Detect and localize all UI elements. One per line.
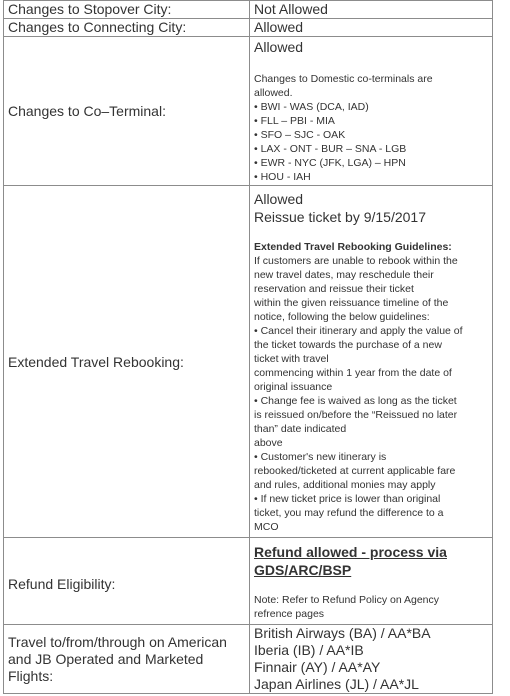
guideline-line: is reissued on/before the “Reissued no later (254, 409, 458, 421)
coterminal-bullet: • SFO – SJC - OAK (254, 128, 492, 142)
refund-details (250, 538, 493, 625)
table-row (4, 538, 493, 625)
coterminal-value: Allowed (254, 39, 304, 55)
table-row (4, 625, 493, 694)
note-line: refrence pages (254, 608, 325, 620)
airline-item: Iberia (IB) / AA*IB (254, 642, 364, 658)
coterminal-bullet: • LAX - ONT - BUR – SNA - LGB (254, 142, 492, 156)
rebooking-guidelines (254, 240, 492, 534)
guideline-bullet: • Customer's new itinerary is (254, 450, 492, 464)
policy-table (3, 0, 493, 694)
connecting-label: Changes to Connecting City: (4, 19, 250, 37)
refund-title: Refund allowed - process via (254, 544, 447, 560)
guideline-bullet: • Cancel their itinerary and apply the value of (254, 324, 492, 338)
refund-label: Refund Eligibility: (4, 538, 250, 625)
stopover-label: Changes to Stopover City: (4, 1, 250, 19)
coterminal-details (250, 37, 493, 186)
guideline-line: above (254, 437, 283, 449)
guideline-line: commencing within 1 year from the date of (254, 367, 452, 379)
label-line: and JB Operated and Marketed (8, 650, 204, 667)
guideline-line: original issuance (254, 381, 333, 393)
label-line: Flights: (8, 667, 54, 684)
guideline-line: ticket with travel (254, 353, 329, 365)
rebooking-label: Extended Travel Rebooking: (4, 186, 250, 538)
note-line: Note: Refer to Refund Policy on Agency (254, 594, 440, 606)
guideline-line: If customers are unable to rebook within the (254, 255, 458, 267)
rebooking-value: Allowed (254, 191, 304, 207)
guideline-line: within the given reissuance timeline of the (254, 297, 449, 309)
guideline-line: MCO (254, 521, 279, 533)
coterminal-label: Changes to Co–Terminal: (4, 37, 250, 186)
guidelines-title: Extended Travel Rebooking Guidelines: (254, 241, 452, 253)
guideline-line: ticket, you may refund the difference to a (254, 507, 444, 519)
guideline-line: reservation and reissue their ticket (254, 283, 414, 295)
table-row (4, 1, 493, 19)
guideline-line: rebooked/ticketed at current applicable fare (254, 465, 456, 477)
partners-list (250, 625, 493, 694)
guideline-bullet: • If new ticket price is lower than original (254, 492, 492, 506)
table-row (4, 186, 493, 538)
table-row (4, 19, 493, 37)
guideline-line: and rules, additional monies may apply (254, 479, 436, 491)
partners-label (4, 625, 250, 694)
table-row (4, 37, 493, 186)
airline-item: British Airways (BA) / AA*BA (254, 625, 431, 641)
rebooking-details (250, 186, 493, 538)
guideline-line: notice, following the below guidelines: (254, 311, 430, 323)
guideline-line: than” date indicated (254, 423, 347, 435)
note-line: allowed. (254, 87, 293, 99)
stopover-value: Not Allowed (250, 1, 493, 19)
airline-item: Japan Airlines (JL) / AA*JL (254, 676, 419, 692)
coterminal-note (254, 72, 492, 184)
coterminal-bullet: • HOU - IAH (254, 170, 492, 184)
refund-note (254, 593, 492, 621)
label-line: Travel to/from/through on American (8, 633, 227, 650)
connecting-value: Allowed (250, 19, 493, 37)
coterminal-bullet: • FLL – PBI - MIA (254, 114, 492, 128)
coterminal-bullet: • BWI - WAS (DCA, IAD) (254, 100, 492, 114)
note-line: Changes to Domestic co-terminals are (254, 73, 433, 85)
refund-title: GDS/ARC/BSP (254, 562, 352, 578)
guideline-line: new travel dates, may reschedule their (254, 269, 434, 281)
airline-item: Finnair (AY) / AA*AY (254, 659, 381, 675)
guideline-bullet: • Change fee is waived as long as the ticket (254, 394, 492, 408)
coterminal-bullet: • EWR - NYC (JFK, LGA) – HPN (254, 156, 492, 170)
reissue-date: Reissue ticket by 9/15/2017 (254, 209, 426, 225)
guideline-line: the ticket towards the purchase of a new (254, 339, 442, 351)
